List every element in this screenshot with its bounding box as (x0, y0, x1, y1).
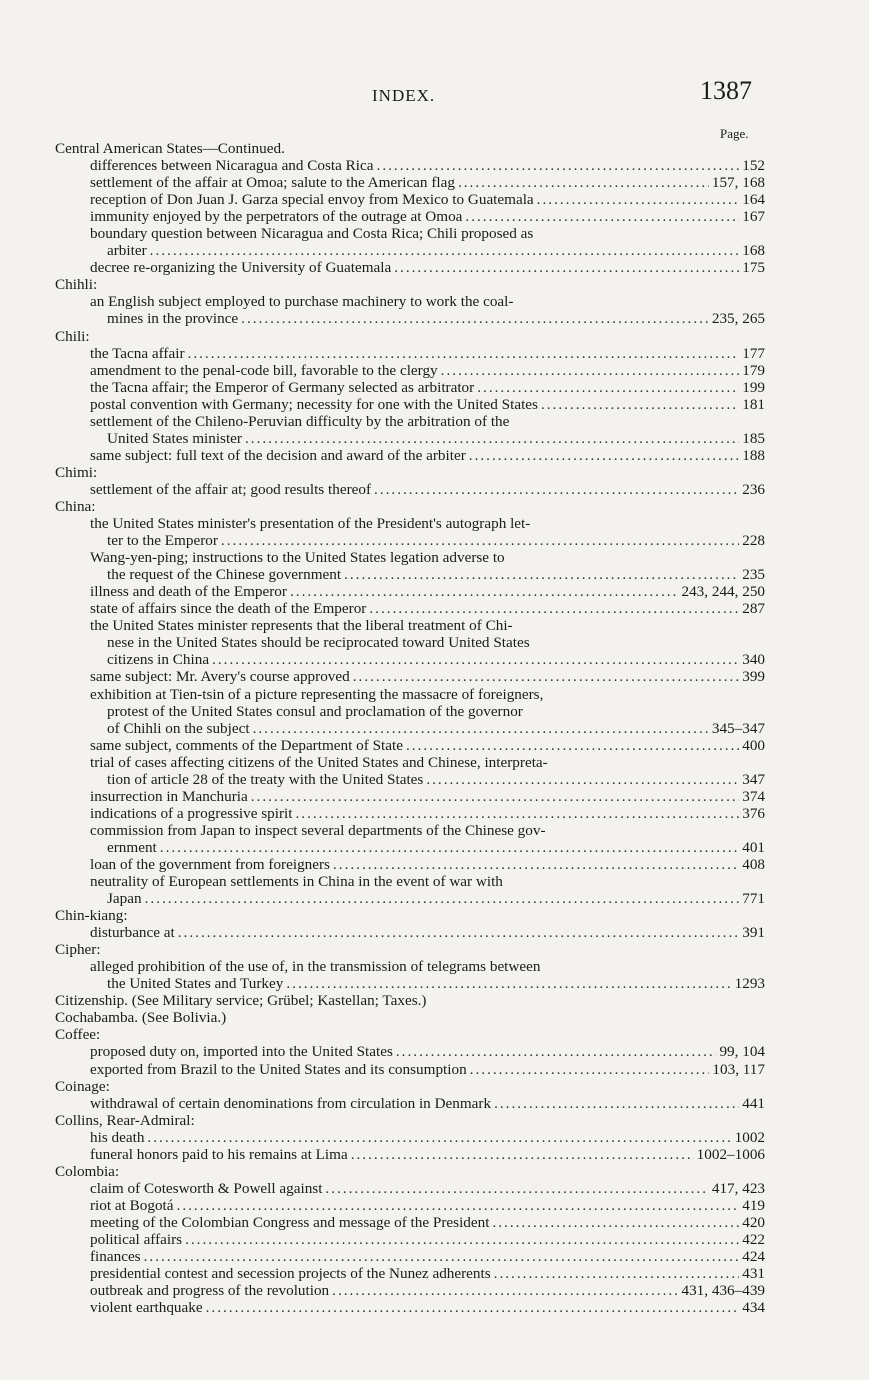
index-entry (55, 1043, 765, 1060)
index-entry (55, 873, 765, 890)
index-entry (55, 1146, 765, 1163)
index-entry (55, 379, 765, 396)
index-entry (55, 532, 765, 549)
page-reference: 287 (742, 600, 765, 618)
dot-leader (145, 890, 740, 907)
index-heading (55, 992, 765, 1009)
entry-text: the Tacna affair; the Emperor of Germany selected as arbitrator (90, 378, 475, 396)
entry-text: the United States and Turkey (107, 975, 284, 993)
entry-text: same subject: Mr. Avery's course approved (90, 668, 350, 686)
dot-leader (374, 481, 739, 498)
dot-leader (406, 737, 739, 754)
dot-leader (465, 208, 739, 225)
index-heading (55, 498, 765, 515)
dot-leader (396, 1043, 717, 1060)
dot-leader (344, 566, 739, 583)
index-entry (55, 975, 765, 992)
dot-leader (441, 362, 740, 379)
index-entry (55, 430, 765, 447)
index-heading (55, 1078, 765, 1095)
index-entry (55, 754, 765, 771)
dot-leader (494, 1095, 739, 1112)
dot-leader (541, 396, 739, 413)
page-reference: 434 (742, 1299, 765, 1317)
index-entry (55, 1061, 765, 1078)
entry-text: settlement of the Chileno-Peruvian difficulty by the arbitration of the (90, 412, 510, 430)
page-reference: 164 (742, 191, 765, 209)
page-reference: 347 (742, 770, 765, 788)
index-entry (55, 396, 765, 413)
entry-text: outbreak and progress of the revolution (90, 1282, 330, 1300)
index-entry (55, 856, 765, 873)
index-entry (55, 293, 765, 310)
index-entry (55, 600, 765, 617)
entry-text: his death (90, 1128, 145, 1146)
entry-text: tion of article 28 of the treaty with the United States (107, 770, 424, 788)
index-entry (55, 191, 765, 208)
entry-text: an English subject employed to purchase machinery to work the coal- (90, 293, 514, 311)
index-entry (55, 703, 765, 720)
page-reference: 376 (742, 804, 765, 822)
dot-leader (144, 1248, 740, 1265)
entry-text: nese in the United States should be reciprocated toward United States (107, 634, 530, 652)
entry-text: indications of a progressive spirit (90, 804, 293, 822)
entry-text: Coffee: (55, 1026, 101, 1044)
index-entry (55, 839, 765, 856)
entry-text: same subject: full text of the decision and award of the arbiter (90, 446, 466, 464)
index-entry (55, 1282, 765, 1299)
page-reference: 771 (742, 890, 765, 908)
index-entry (55, 208, 765, 225)
index-heading (55, 328, 765, 345)
entry-text: United States minister (107, 429, 242, 447)
index-entry (55, 481, 765, 498)
index-heading (55, 907, 765, 924)
dot-leader (206, 1299, 740, 1316)
dot-leader (325, 1180, 708, 1197)
dot-leader (470, 1061, 710, 1078)
entry-text: Chili: (55, 327, 90, 345)
entry-text: illness and death of the Emperor (90, 583, 287, 601)
index-entry (55, 958, 765, 975)
entry-text: decree re-organizing the University of Guatemala (90, 259, 392, 277)
entry-text: exhibition at Tien-tsin of a picture representing the massacre of foreigners, (90, 685, 544, 703)
entry-text: commission from Japan to inspect several departments of the Chinese gov- (90, 821, 546, 839)
dot-leader (426, 771, 739, 788)
page-header (0, 76, 869, 120)
index-entry (55, 583, 765, 600)
dot-leader (212, 651, 739, 668)
index-entry (55, 549, 765, 566)
index-entry (55, 1129, 765, 1146)
entry-text: ernment (107, 838, 157, 856)
index-entry (55, 924, 765, 941)
dot-leader (351, 1146, 694, 1163)
page-reference: 374 (742, 787, 765, 805)
entry-text: of Chihli on the subject (107, 719, 250, 737)
dot-leader (150, 242, 740, 259)
dot-leader (160, 839, 739, 856)
dot-leader (477, 379, 739, 396)
index-heading (55, 464, 765, 481)
page-reference: 99, 104 (719, 1043, 765, 1061)
entry-text: trial of cases affecting citizens of the United States and Chinese, interpreta- (90, 753, 548, 771)
entry-text: same subject, comments of the Department of State (90, 736, 403, 754)
entry-text: differences between Nicaragua and Costa Rica (90, 157, 374, 175)
entry-text: arbiter (107, 242, 147, 260)
index-entry (55, 651, 765, 668)
page-reference: 399 (742, 668, 765, 686)
index-heading (55, 140, 765, 157)
entry-text: funeral honors paid to his remains at Lima (90, 1145, 348, 1163)
page-reference: 417, 423 (711, 1179, 765, 1197)
entry-text: Japan (107, 890, 142, 908)
index-entry (55, 720, 765, 737)
entry-text: insurrection in Manchuria (90, 787, 248, 805)
page-reference: 228 (742, 532, 765, 550)
dot-leader (458, 174, 709, 191)
page-reference: 1293 (734, 975, 765, 993)
index-entry (55, 1299, 765, 1316)
page-reference: 181 (742, 395, 765, 413)
entry-text: Colombia: (55, 1162, 120, 1180)
page-reference: 401 (742, 838, 765, 856)
dot-leader (295, 805, 739, 822)
index-entry (55, 447, 765, 464)
entry-text: meeting of the Colombian Congress and message of the President (90, 1213, 490, 1231)
entry-text: exported from Brazil to the United States and its consumption (90, 1060, 467, 1078)
page-reference: 420 (742, 1213, 765, 1231)
entry-text: Citizenship. (See Military service; Grübel; Kastellan; Taxes.) (55, 992, 427, 1010)
index-entry (55, 788, 765, 805)
entry-text: presidential contest and secession projects of the Nunez adherents (90, 1265, 491, 1283)
entry-text: Cipher: (55, 941, 101, 959)
entry-text: settlement of the affair at Omoa; salute to the American flag (90, 174, 455, 192)
page-reference: 408 (742, 855, 765, 873)
page-reference: 168 (742, 242, 765, 260)
index-entry (55, 242, 765, 259)
entry-text: neutrality of European settlements in China in the event of war with (90, 873, 503, 891)
page-reference: 199 (742, 378, 765, 396)
entry-text: political affairs (90, 1231, 183, 1248)
entry-text: withdrawal of certain denominations from circulation in Denmark (90, 1094, 492, 1112)
dot-leader (178, 924, 739, 941)
page-reference: 179 (742, 361, 765, 379)
page-reference: 235 (742, 566, 765, 584)
index-heading (55, 1163, 765, 1180)
dot-leader (537, 191, 740, 208)
dot-leader (177, 1197, 740, 1214)
entry-text: Collins, Rear-Admiral: (55, 1111, 195, 1129)
page-reference: 157, 168 (711, 174, 765, 192)
page-reference: 177 (742, 344, 765, 362)
page-number: 1387 (700, 76, 752, 105)
dot-leader (469, 447, 739, 464)
index-heading (55, 1112, 765, 1129)
entry-text: settlement of the affair at; good results thereof (90, 480, 372, 498)
page-reference: 175 (742, 259, 765, 277)
page-reference: 400 (742, 736, 765, 754)
index-entry (55, 771, 765, 788)
index-entry (55, 345, 765, 362)
page-reference: 185 (742, 429, 765, 447)
entry-text: alleged prohibition of the use of, in the transmission of telegrams between (90, 958, 541, 976)
index-entry (55, 310, 765, 327)
entry-text: mines in the province (107, 310, 239, 328)
index-entry (55, 174, 765, 191)
page-reference: 431, 436–439 (681, 1282, 765, 1300)
entry-text: the United States minister represents that the liberal treatment of Chi- (90, 617, 513, 635)
page-reference: 419 (742, 1196, 765, 1214)
page-reference: 1002 (734, 1128, 765, 1146)
dot-leader (494, 1265, 740, 1282)
running-title: INDEX. (372, 86, 436, 105)
entry-text: boundary question between Nicaragua and Costa Rica; Chili proposed as (90, 225, 534, 243)
entry-text: immunity enjoyed by the perpetrators of the outrage at Omoa (90, 208, 463, 226)
dot-leader (221, 532, 739, 549)
page-reference: 243, 244, 250 (681, 583, 765, 601)
index-entry (55, 259, 765, 276)
index-entry (55, 1180, 765, 1197)
index-entry (55, 1197, 765, 1214)
entry-text: finances (90, 1248, 141, 1266)
entry-text: Chimi: (55, 463, 98, 481)
index-entry (55, 1214, 765, 1231)
page-reference: 167 (742, 208, 765, 226)
page-reference: 152 (742, 157, 765, 175)
dot-leader (290, 583, 679, 600)
dot-leader (492, 1214, 739, 1231)
dot-leader (251, 788, 739, 805)
entry-text: amendment to the penal-code bill, favorable to the clergy (90, 361, 438, 379)
dot-leader (333, 856, 739, 873)
index-entry (55, 1248, 765, 1265)
dot-leader (286, 975, 731, 992)
entry-text: riot at Bogotá (90, 1196, 174, 1214)
dot-leader (253, 720, 709, 737)
page-reference: 424 (742, 1248, 765, 1266)
index-entry (55, 1095, 765, 1112)
entry-text: claim of Cotesworth & Powell against (90, 1179, 323, 1197)
entry-text: postal convention with Germany; necessity for one with the United States (90, 395, 538, 413)
index-entry (55, 225, 765, 242)
dot-leader (377, 157, 740, 174)
index-entry (55, 515, 765, 532)
index-entry (55, 1265, 765, 1282)
page-reference: 431 (742, 1265, 765, 1283)
index-entry (55, 805, 765, 822)
index-entry (55, 668, 765, 685)
dot-leader (188, 345, 740, 362)
index-heading (55, 1026, 765, 1043)
index-entry (55, 686, 765, 703)
entry-text: the Tacna affair (90, 344, 185, 362)
entry-text: reception of Don Juan J. Garza special envoy from Mexico to Guatemala (90, 191, 534, 209)
entry-text: Coinage: (55, 1077, 110, 1095)
page-reference: 188 (742, 446, 765, 464)
dot-leader (394, 259, 739, 276)
entry-text: Chin-kiang: (55, 907, 128, 925)
index-entry (55, 822, 765, 839)
page-reference: 1002–1006 (696, 1145, 765, 1163)
entry-text: proposed duty on, imported into the United States (90, 1043, 393, 1061)
entry-text: loan of the government from foreigners (90, 855, 330, 873)
entry-text: ter to the Emperor (107, 532, 218, 550)
page-reference: 103, 117 (712, 1060, 765, 1078)
page-reference: 236 (742, 480, 765, 498)
index-entry (55, 617, 765, 634)
dot-leader (147, 1129, 731, 1146)
entry-text: Cochabamba. (See Bolivia.) (55, 1009, 227, 1027)
index-entry (55, 737, 765, 754)
dot-leader (185, 1231, 739, 1248)
entry-text: Central American States—Continued. (55, 140, 285, 157)
entry-text: Chihli: (55, 276, 98, 294)
entry-text: state of affairs since the death of the Emperor (90, 600, 367, 618)
entry-text: violent earthquake (90, 1299, 203, 1317)
page-reference: 340 (742, 651, 765, 669)
page-reference: 391 (742, 924, 765, 942)
page-column-label: Page. (720, 126, 749, 141)
index-entry (55, 566, 765, 583)
dot-leader (241, 310, 709, 327)
index-entry (55, 362, 765, 379)
entry-text: disturbance at (90, 924, 175, 942)
index-entry (55, 1231, 765, 1248)
entry-text: the request of the Chinese government (107, 566, 342, 584)
index-list (55, 140, 765, 1316)
dot-leader (353, 668, 739, 685)
index-entry (55, 157, 765, 174)
dot-leader (369, 600, 739, 617)
index-entry (55, 890, 765, 907)
entry-text: the United States minister's presentation of the President's autograph let- (90, 515, 531, 533)
index-entry (55, 634, 765, 651)
dot-leader (245, 430, 739, 447)
entry-text: Wang-yen-ping; instructions to the United States legation adverse to (90, 549, 505, 567)
page-reference: 441 (742, 1094, 765, 1112)
index-heading (55, 941, 765, 958)
page-reference: 235, 265 (711, 310, 765, 328)
page-reference: 422 (742, 1231, 765, 1248)
entry-text: China: (55, 497, 96, 515)
page-reference: 345–347 (711, 719, 765, 737)
index-entry (55, 413, 765, 430)
index-heading (55, 276, 765, 293)
index-heading (55, 1009, 765, 1026)
entry-text: protest of the United States consul and proclamation of the governor (107, 702, 523, 720)
entry-text: citizens in China (107, 651, 210, 669)
dot-leader (332, 1282, 678, 1299)
